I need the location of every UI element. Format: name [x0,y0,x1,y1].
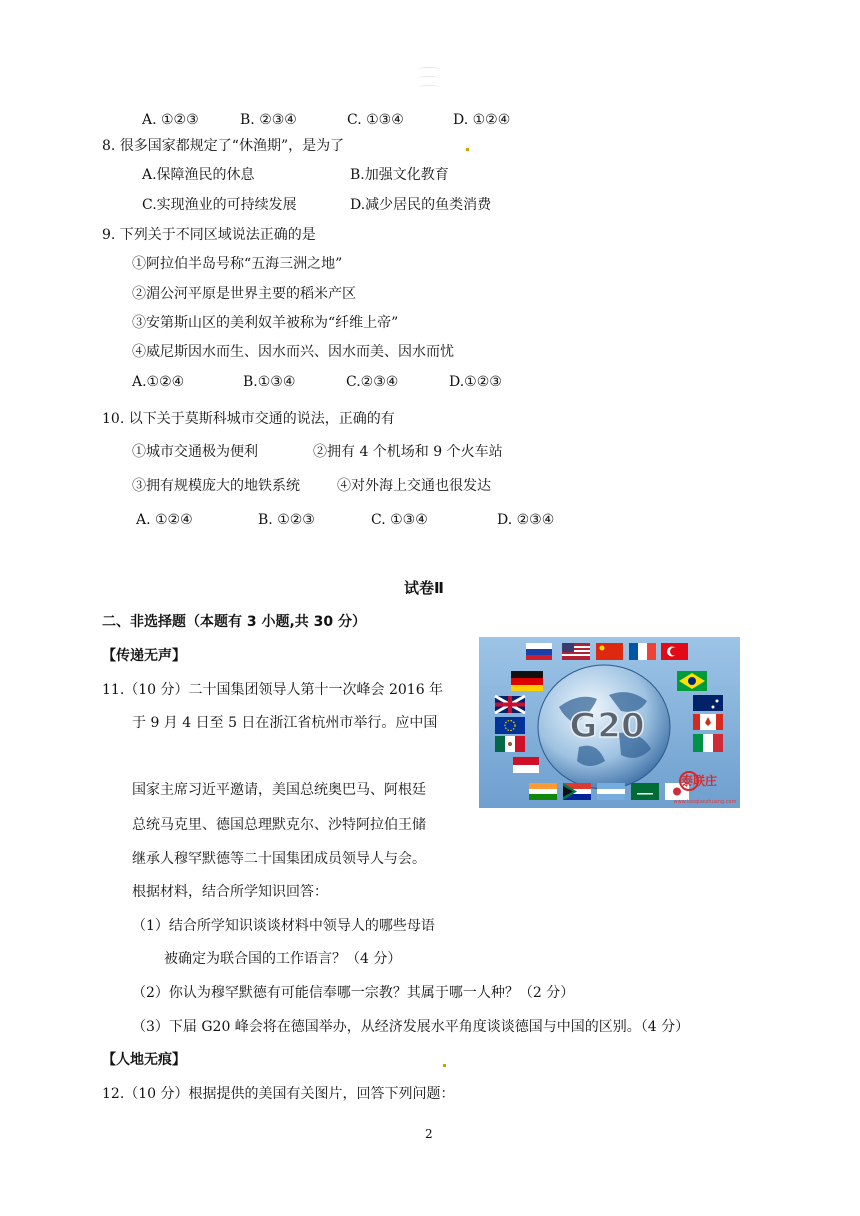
saudi-arabia-flag-icon [631,783,659,800]
q10-option-d: D. ②③④ [497,512,555,528]
italy-flag-icon [693,734,723,752]
q10-item-1: ①城市交通极为便利 [132,444,258,460]
logo-url: www.taoqianzhuang.com [673,799,737,805]
q11-line-2: 于 9 月 4 日至 5 日在浙江省杭州市举行。应中国 [132,715,438,731]
q11-line-4: 总统马克里、德国总理默克尔、沙特阿拉伯王储 [132,817,426,833]
q11-line-6: 根据材料，结合所学知识回答： [132,884,328,900]
q9-option-d: D.①②③ [449,374,502,390]
q8-option-b: B.加强文化教育 [350,167,449,183]
q10-option-c: C. ①③④ [371,512,428,528]
china-flag-icon [596,643,623,660]
q10-option-b: B. ①②③ [258,512,315,528]
q11-sub-2: （2）你认为穆罕默德有可能信奉哪一宗教？其属于哪一人种？（2 分） [132,985,575,1001]
q7-option-a: A. ①②③ [142,112,199,128]
paper-2-title: 试卷Ⅱ [404,579,444,597]
uk-flag-icon [495,696,525,713]
q11-line-5: 继承人穆罕默德等二十国集团成员领导人与会。 [132,851,426,867]
topic-heading-1: 【传递无声】 [102,648,186,664]
q8-option-d: D.减少居民的鱼类消费 [350,197,492,213]
q11-line-1: 11.（10 分）二十国集团领导人第十一次峰会 2016 年 [102,682,444,698]
q9-item-3: ③安第斯山区的美利奴羊被称为“纤维上帝” [132,315,399,331]
usa-flag-icon [562,643,590,660]
q10-item-3: ③拥有规模庞大的地铁系统 [132,478,300,494]
decorative-dot [466,148,469,151]
q10-item-4: ④对外海上交通也很发达 [337,478,491,494]
topic-heading-2: 【人地无痕】 [102,1052,186,1068]
q9-item-2: ②湄公河平原是世界主要的稻米产区 [132,286,356,302]
section-2-title: 二、非选择题（本题有 3 小题,共 30 分） [102,614,367,630]
q8-option-a: A.保障渔民的休息 [142,167,255,183]
q10-option-a: A. ①②④ [136,512,193,528]
g20-label: G20 [569,706,645,746]
q8-option-c: C.实现渔业的可持续发展 [142,197,297,213]
france-flag-icon [629,643,656,660]
watermark-icon [418,62,440,96]
south-africa-flag-icon [563,783,591,800]
q9-item-4: ④威尼斯因水而生、因水而兴、因水而美、因水而忧 [132,344,454,360]
q9-item-1: ①阿拉伯半岛号称“五海三洲之地” [132,256,343,272]
q8-stem: 8. 很多国家都规定了“休渔期”，是为了 [102,138,345,154]
logo-text: 泰联庄 [680,774,718,788]
germany-flag-icon [511,671,543,691]
indonesia-flag-icon [513,757,539,773]
q10-item-2: ②拥有 4 个机场和 9 个火车站 [313,444,503,460]
q7-option-d: D. ①②④ [453,112,511,128]
russia-flag-icon [526,643,552,660]
eu-flag-icon [495,717,525,734]
q7-option-b: B. ②③④ [240,112,297,128]
brazil-flag-icon [677,671,707,691]
q7-option-c: C. ①③④ [347,112,404,128]
decorative-dot [443,1064,446,1067]
q9-option-a: A.①②④ [132,374,185,390]
argentina-flag-icon [597,783,625,800]
turkey-flag-icon [661,643,688,660]
q10-stem: 10. 以下关于莫斯科城市交通的说法，正确的有 [102,411,395,427]
q12-stem: 12.（10 分）根据提供的美国有关图片，回答下列问题： [102,1086,455,1102]
q9-option-c: C.②③④ [346,374,399,390]
page-number: 2 [425,1127,433,1141]
q11-sub-1-line-1: （1）结合所学知识谈谈材料中领导人的哪些母语 [132,918,435,934]
q9-option-b: B.①③④ [243,374,296,390]
q9-stem: 9. 下列关于不同区域说法正确的是 [102,227,316,243]
india-flag-icon [529,783,557,800]
g20-image [479,637,740,808]
q11-line-3: 国家主席习近平邀请，美国总统奥巴马、阿根廷 [132,782,426,798]
canada-flag-icon [693,714,723,730]
q11-sub-1-line-2: 被确定为联合国的工作语言？（4 分） [164,951,402,967]
mexico-flag-icon [495,736,525,752]
australia-flag-icon [693,695,723,711]
q11-sub-3: （3）下届 G20 峰会将在德国举办，从经济发展水平角度谈谈德国与中国的区别。（4 分） [132,1019,690,1035]
